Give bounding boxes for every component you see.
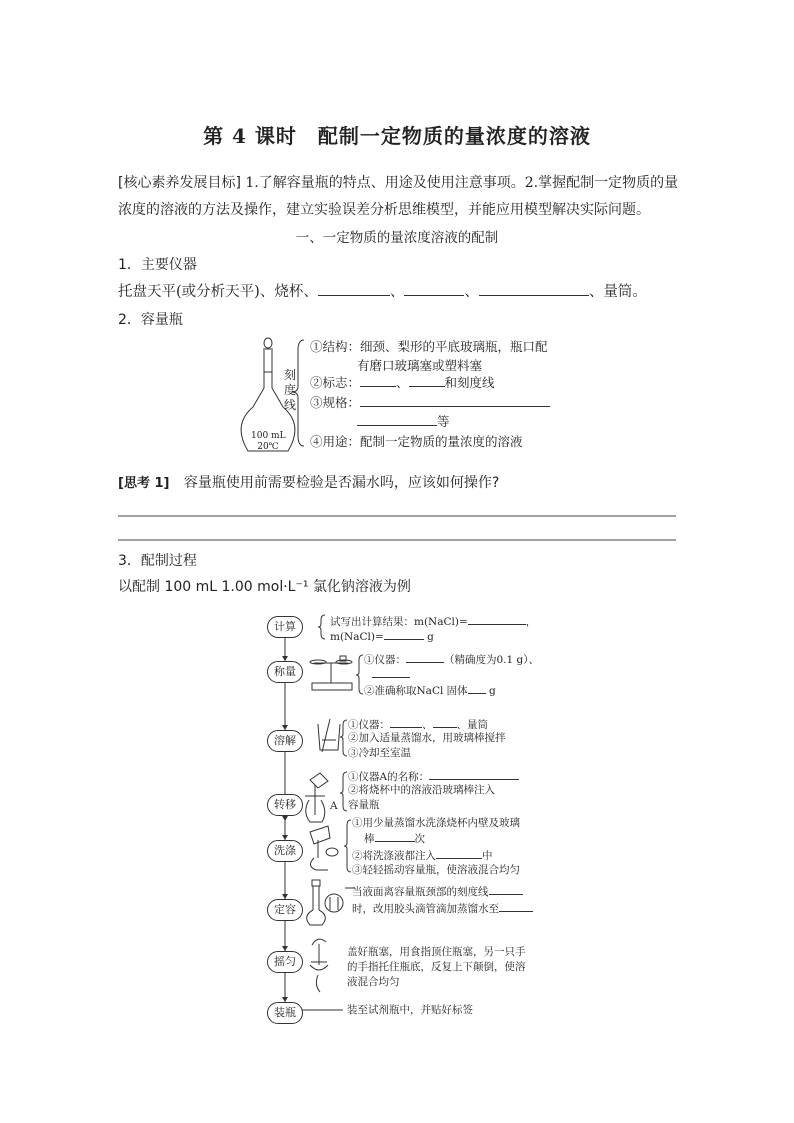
- sep: 、: [389, 284, 405, 300]
- dissolve-line-2: ②加入适量蒸馏水，用玻璃棒搅拌: [348, 732, 506, 744]
- dissolve-line-3: ③冷却至室温: [348, 747, 411, 759]
- step-bottle: 装瓶: [267, 1002, 303, 1024]
- flask-label: [284, 368, 296, 413]
- shake-icon: [310, 939, 328, 992]
- blank[interactable]: [375, 830, 415, 842]
- blank[interactable]: [429, 768, 519, 780]
- label: g: [489, 685, 496, 697]
- blank[interactable]: [468, 682, 486, 694]
- page-title: 第 4 课时 配制一定物质的量浓度的溶液: [203, 124, 591, 148]
- transfer-label-a: A: [330, 800, 338, 812]
- label: 棒: [364, 833, 375, 845]
- blank[interactable]: [406, 651, 444, 663]
- label: ①仪器：: [348, 719, 390, 731]
- step-fix-volume: 定容: [267, 899, 303, 921]
- blank[interactable]: [433, 716, 457, 728]
- label: 当液面离容量瓶颈部的刻度线: [352, 886, 489, 898]
- label: 中: [482, 850, 493, 862]
- goal-tag: [核心素养发展目标]: [118, 175, 241, 191]
- blank[interactable]: [360, 374, 396, 387]
- label: g: [427, 631, 434, 643]
- label: ②标志：: [310, 375, 361, 390]
- label: ①仪器：: [364, 654, 406, 666]
- blank[interactable]: [489, 883, 523, 895]
- flask-label-char: 度: [284, 383, 297, 397]
- label: 时，改用胶头滴管滴加蒸馏水至: [352, 903, 499, 915]
- flask-spec-2: [357, 412, 450, 431]
- label: 和刻度线: [444, 375, 495, 390]
- flask-use: ④用途：配制一定物质的量浓度的溶液: [310, 434, 523, 449]
- s2-heading: 2．容量瓶: [118, 312, 183, 328]
- label: ②准确称取NaCl 固体: [364, 685, 468, 697]
- think-tag: [思考 1]: [118, 476, 170, 491]
- flask-label-char: 线: [284, 398, 297, 412]
- transfer-line-2: ②将烧杯中的溶液沿玻璃棒注入: [348, 784, 495, 796]
- step-weigh: 称量: [267, 661, 303, 683]
- wash-line-1: ①用少量蒸馏水洗涤烧杯内壁及玻璃: [352, 817, 520, 829]
- s1-heading: 1．主要仪器: [118, 257, 197, 273]
- shake-line-3: 液混合均匀: [347, 976, 400, 988]
- sep: 、: [396, 375, 409, 390]
- blank[interactable]: [372, 666, 410, 678]
- volume-fix-icon: [307, 880, 343, 925]
- blank[interactable]: [468, 613, 526, 625]
- label: 试写出计算结果：m(NaCl)=: [330, 616, 468, 628]
- blank[interactable]: [384, 628, 424, 640]
- fix-line-2: [352, 900, 533, 917]
- think-question: 容量瓶使用前需要检验是否漏水吗，应该如何操作?: [183, 475, 500, 491]
- flask-structure-2: 有磨口玻璃塞或塑料塞: [357, 358, 483, 373]
- section-heading: 一、一定物质的量浓度溶液的配制: [295, 230, 499, 246]
- label: ③规格：: [310, 395, 361, 410]
- step-wash: 洗涤: [267, 840, 303, 862]
- balance-icon: [310, 656, 352, 690]
- step-shake: 摇匀: [267, 951, 303, 973]
- blank[interactable]: [436, 847, 482, 859]
- blank[interactable]: [360, 394, 550, 407]
- beaker-icon: [318, 719, 340, 752]
- sep: 、量筒。: [588, 284, 647, 300]
- wash-icon: [310, 826, 338, 870]
- label: ，: [525, 616, 537, 628]
- blank[interactable]: [357, 413, 437, 426]
- label: 、量筒: [456, 719, 488, 731]
- blank[interactable]: [499, 900, 533, 912]
- step-dissolve: 溶解: [267, 730, 303, 752]
- label: ②将洗涤液都注入: [352, 850, 436, 862]
- shake-line-2: 的手指托住瓶底，反复上下颠倒，使溶: [347, 961, 526, 973]
- wash-line-3: [352, 847, 493, 864]
- label: 等: [437, 414, 450, 429]
- flask-text: [251, 431, 285, 453]
- fix-line-1: [352, 883, 523, 900]
- calc-line-2: [330, 628, 434, 645]
- blank[interactable]: [409, 374, 445, 387]
- transfer-icon: [305, 773, 328, 822]
- label: m(NaCl)=: [330, 631, 384, 643]
- transfer-line-3: 容量瓶: [348, 799, 380, 811]
- label: ①仪器A的名称：: [348, 771, 430, 783]
- bottle-line: 装至试剂瓶中，并贴好标签: [347, 1004, 473, 1016]
- s1-text: 托盘天平(或分析天平)、烧杯、: [118, 284, 318, 300]
- s3-example: 以配制 100 mL 1.00 mol·L⁻¹ 氯化钠溶液为例: [118, 579, 411, 595]
- step-calc: 计算: [267, 616, 303, 638]
- sep: 、: [422, 719, 433, 731]
- flask-label-char: 刻: [284, 368, 297, 382]
- sep: 、: [464, 284, 479, 300]
- goal-text-2: 浓度的溶液的方法及操作，建立实验误差分析思维模型，并能应用模型解决实际问题。: [118, 202, 650, 218]
- flask-volume: 100 mL: [251, 431, 286, 441]
- s3-heading: 3．配制过程: [118, 553, 197, 569]
- goal-text-1: 1.了解容量瓶的特点、用途及使用注意事项。2.掌握配制一定物质的量: [245, 175, 679, 191]
- flask-structure-1: ①结构：细颈、梨形的平底玻璃瓶，瓶口配: [310, 339, 548, 354]
- weigh-line-1b: [372, 666, 410, 683]
- label: 次: [414, 833, 425, 845]
- step-transfer: 转移: [267, 794, 303, 816]
- flask-mark: [310, 373, 495, 392]
- label: （精确度为0.1 g）、: [444, 654, 540, 666]
- wash-line-4: ③轻轻摇动容量瓶，使溶液混合均匀: [352, 864, 520, 876]
- weigh-line-2: [364, 682, 496, 699]
- think-1: [118, 472, 499, 495]
- wash-line-2: [364, 830, 425, 847]
- flask-spec: [310, 393, 550, 412]
- shake-line-1: 盖好瓶塞，用食指顶住瓶塞，另一只手: [347, 946, 526, 958]
- blank[interactable]: [390, 716, 422, 728]
- flask-temp: 20℃: [257, 442, 279, 452]
